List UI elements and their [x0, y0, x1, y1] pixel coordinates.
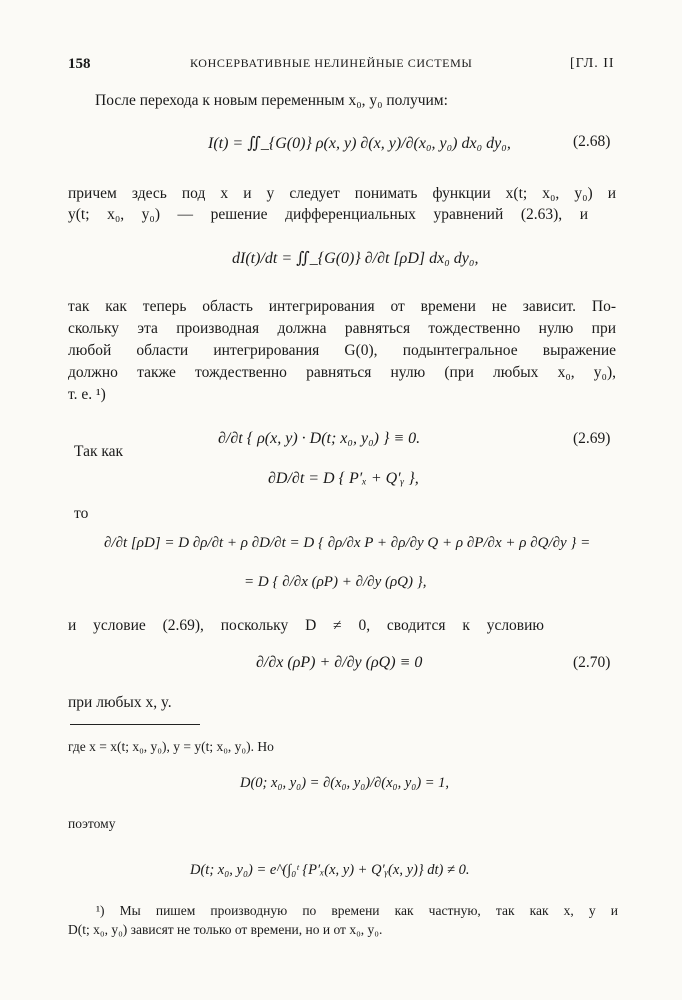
equation-D-t: D(t; x₀, y₀) = e^(∫₀ᵗ {P′ₓ(x, y) + Q′ᵧ(x, y)} dt) ≠ 0.	[190, 862, 470, 878]
equation-expansion-line-2: = D { ∂/∂x (ρP) + ∂/∂y (ρQ) },	[244, 574, 427, 590]
chapter-label: [ГЛ. II	[570, 56, 615, 71]
footnote-note-line: ¹) Мы пишем производную по времени как частную, так как x, y и	[96, 903, 618, 918]
paragraph-intro: После перехода к новым переменным x₀, y₀ получим:	[95, 92, 448, 109]
footnote-note-line: D(t; x₀, y₀) зависят не только от времени, но и от x₀, y₀.	[68, 922, 383, 937]
footnote-line: поэтому	[68, 816, 116, 831]
equation-expansion-line-1: ∂/∂t [ρD] = D ∂ρ/∂t + ρ ∂D/∂t = D { ∂ρ/∂x P + ∂ρ/∂y Q + ρ ∂P/∂x + ρ ∂Q/∂y } =	[104, 535, 591, 551]
equation-2-68: I(t) = ∬_{G(0)} ρ(x, y) ∂(x, y)/∂(x₀, y₀) dx₀ dy₀,	[208, 135, 511, 152]
equation-dD-dt: ∂D/∂t = D { P′ₓ + Q′ᵧ },	[268, 470, 419, 487]
equation-dI-dt: dI(t)/dt = ∬_{G(0)} ∂/∂t [ρD] dx₀ dy₀,	[232, 250, 479, 267]
page-number: 158	[68, 56, 91, 72]
paragraph-line: при любых x, y.	[68, 694, 172, 711]
paragraph-line: причем здесь под x и y следует понимать функции x(t; x₀, y₀) и	[68, 185, 616, 202]
paragraph-line: т. е. ¹)	[68, 386, 106, 403]
paragraph-line: то	[74, 505, 89, 522]
paragraph-line: y(t; x₀, y₀) — решение дифференциальных уравнений (2.63), и	[68, 206, 588, 223]
footnote-line: где x = x(t; x₀, y₀), y = y(t; x₀, y₀). Но	[68, 739, 274, 754]
equation-2-69: ∂/∂t { ρ(x, y) · D(t; x₀, y₀) } ≡ 0.	[218, 430, 421, 447]
paragraph-line: так как теперь область интегрирования от времени не зависит. По-	[68, 298, 616, 315]
equation-D-zero: D(0; x₀, y₀) = ∂(x₀, y₀)/∂(x₀, y₀) = 1,	[240, 775, 450, 791]
equation-2-70: ∂/∂x (ρP) + ∂/∂y (ρQ) ≡ 0	[256, 654, 423, 671]
running-title: КОНСЕРВАТИВНЫЕ НЕЛИНЕЙНЫЕ СИСТЕМЫ	[190, 56, 473, 70]
paragraph-line: и условие (2.69), поскольку D ≠ 0, сводится к условию	[68, 617, 544, 634]
paragraph-line: должно также тождественно равняться нулю (при любых x₀, y₀),	[68, 364, 616, 381]
equation-number-2-69: (2.69)	[573, 430, 611, 447]
paragraph-line: любой области интегрирования G(0), подынтегральное выражение	[68, 342, 616, 359]
equation-number-2-70: (2.70)	[573, 654, 611, 671]
footnote-rule	[70, 724, 200, 725]
paragraph-line: Так как	[74, 443, 124, 460]
paragraph-line: скольку эта производная должна равняться тождественно нулю при	[68, 320, 616, 337]
equation-number-2-68: (2.68)	[573, 133, 611, 150]
